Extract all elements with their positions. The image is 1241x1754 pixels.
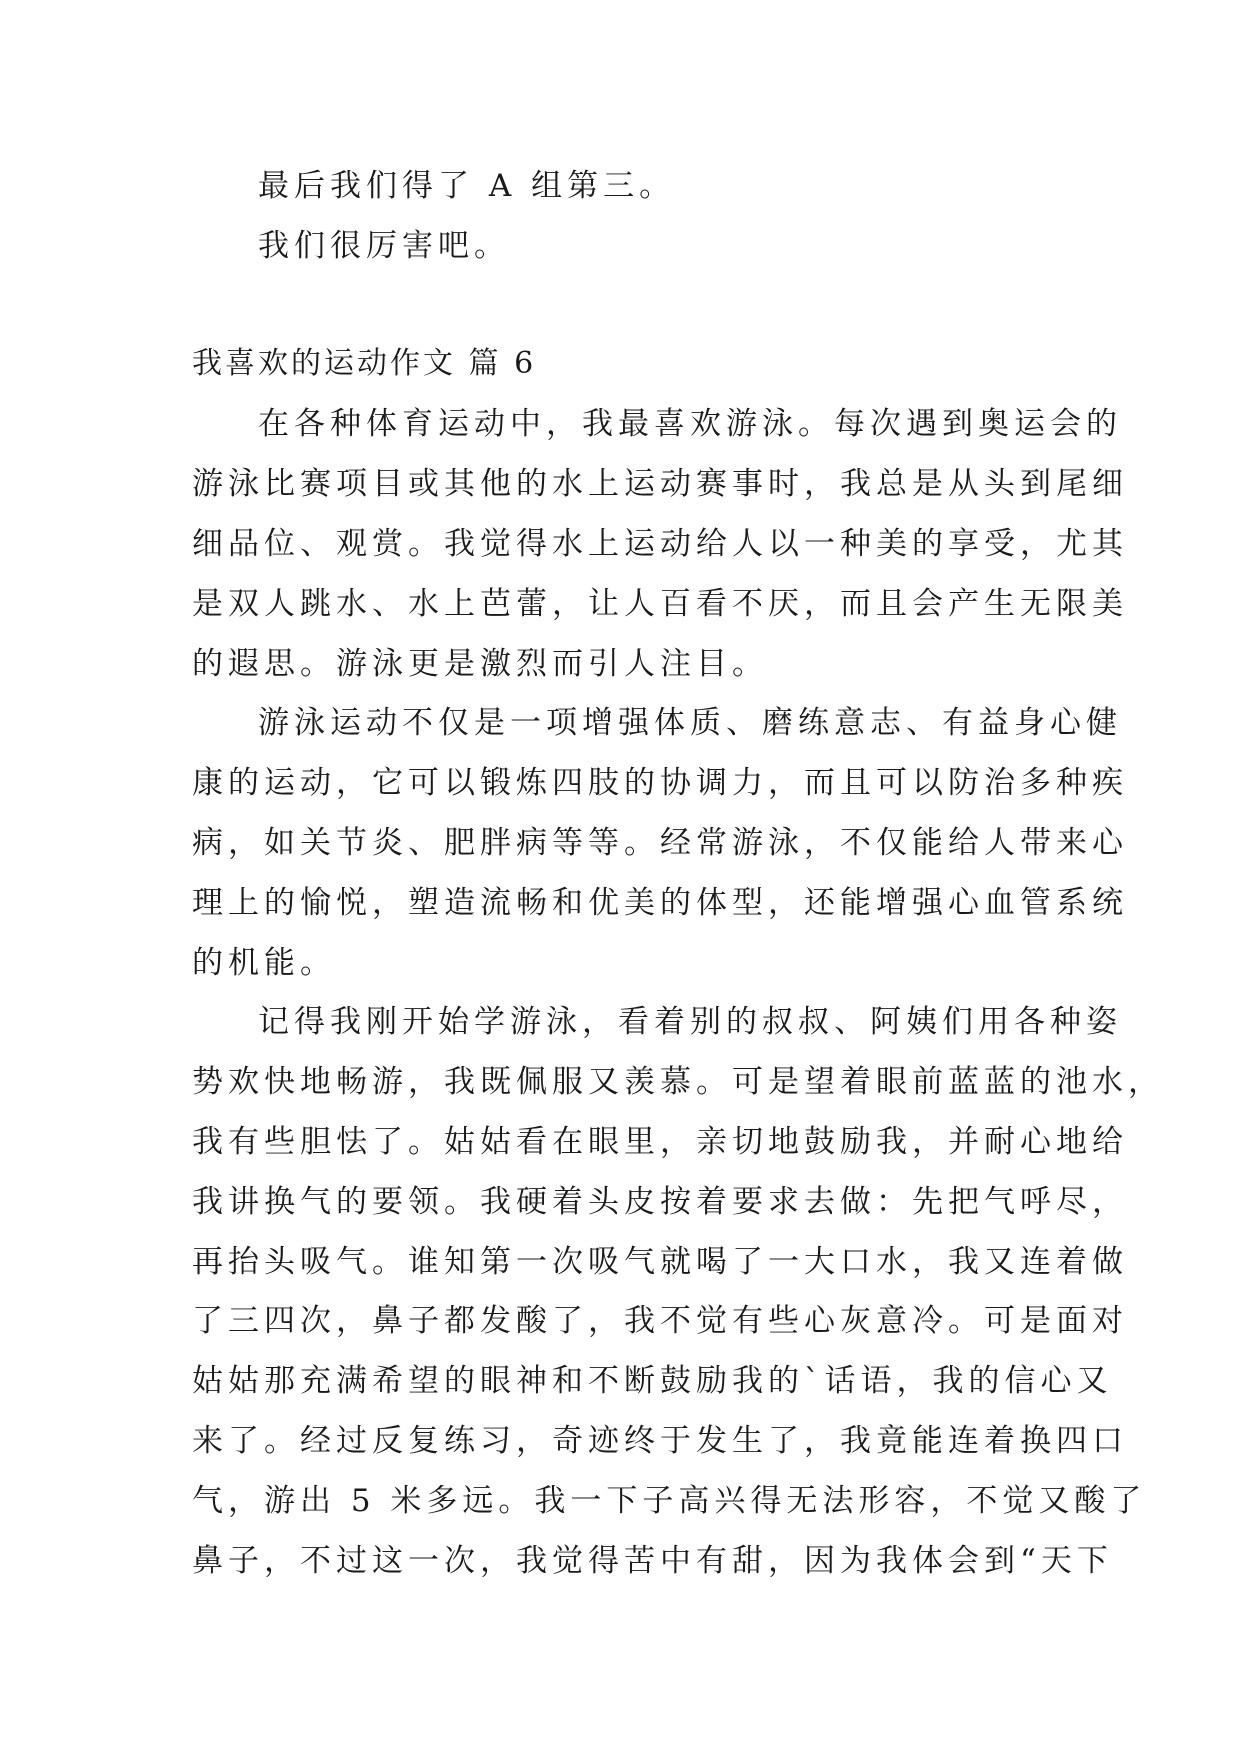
paragraph-1-line-5: 的遐思。游泳更是激烈而引人注目。 [192,646,768,682]
paragraph-1-line-1: 在各种体育运动中，我最喜欢游泳。每次遇到奥运会的 [258,406,1122,442]
paragraph-3-line-3: 我有些胆怯了。姑姑看在眼里，亲切地鼓励我，并耐心地给 [192,1124,1128,1160]
paragraph-3-line-6: 了三四次，鼻子都发酸了，我不觉有些心灰意冷。可是面对 [192,1303,1128,1339]
section-title: 我喜欢的运动作文 篇 6 [192,346,537,381]
paragraph-3-line-5: 再抬头吸气。谁知第一次吸气就喝了一大口水，我又连着做 [192,1244,1128,1280]
paragraph-3-line-4: 我讲换气的要领。我硬着头皮按着要求去做：先把气呼尽， [192,1184,1128,1220]
paragraph-3-line-10: 鼻子，不过这一次，我觉得苦中有甜，因为我体会到“天下 [192,1543,1113,1579]
paragraph-3-line-9: 气，游出 5 米多远。我一下子高兴得无法形容，不觉又酸了 [192,1483,1147,1519]
intro-line-2: 我们很厉害吧。 [258,228,510,264]
paragraph-3-line-2: 势欢快地畅游，我既佩服又羡慕。可是望着眼前蓝蓝的池水， [192,1064,1164,1100]
paragraph-3-line-1: 记得我刚开始学游泳，看着别的叔叔、阿姨们用各种姿 [258,1004,1122,1040]
paragraph-2-line-3: 病，如关节炎、肥胖病等等。经常游泳，不仅能给人带来心 [192,825,1128,861]
paragraph-2-line-1: 游泳运动不仅是一项增强体质、磨练意志、有益身心健 [258,705,1122,741]
paragraph-2-line-2: 康的运动，它可以锻炼四肢的协调力，而且可以防治多种疾 [192,765,1128,801]
intro-line-1: 最后我们得了 A 组第三。 [258,168,676,204]
paragraph-2-line-5: 的机能。 [192,945,336,981]
paragraph-3-line-8: 来了。经过反复练习，奇迹终于发生了，我竟能连着换四口 [192,1423,1128,1459]
paragraph-3-line-7: 姑姑那充满希望的眼神和不断鼓励我的`话语，我的信心又 [192,1363,1113,1399]
paragraph-1-line-4: 是双人跳水、水上芭蕾，让人百看不厌，而且会产生无限美 [192,586,1128,622]
paragraph-1-line-2: 游泳比赛项目或其他的水上运动赛事时，我总是从头到尾细 [192,466,1128,502]
paragraph-1-line-3: 细品位、观赏。我觉得水上运动给人以一种美的享受，尤其 [192,526,1128,562]
paragraph-2-line-4: 理上的愉悦，塑造流畅和优美的体型，还能增强心血管系统 [192,885,1128,921]
